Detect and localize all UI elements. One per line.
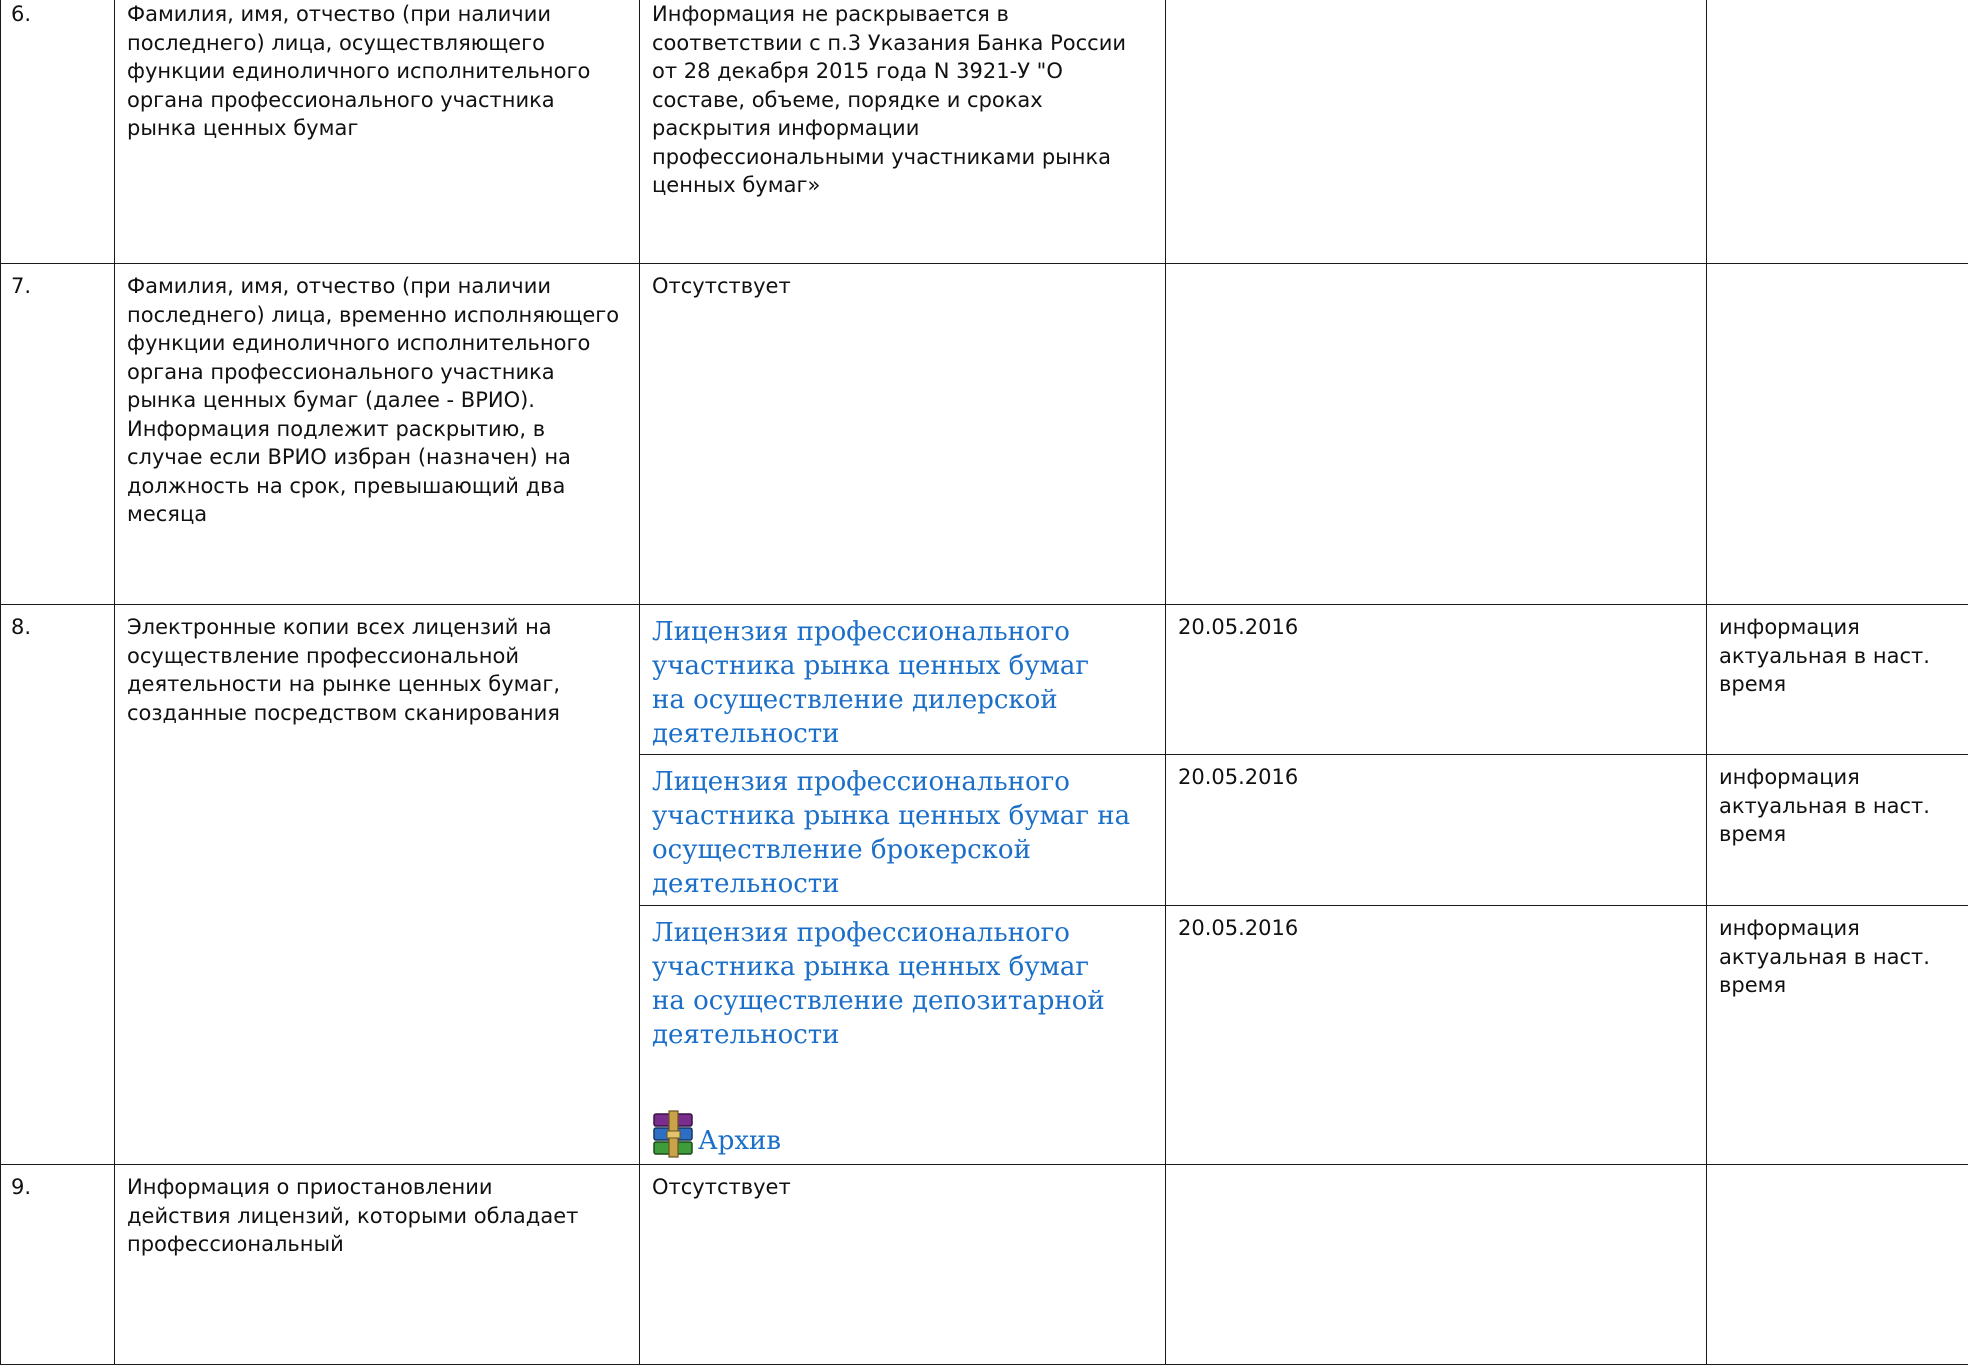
row-number: 7. <box>1 264 115 605</box>
table-row <box>1 1165 1968 1365</box>
table-row <box>1 264 1968 605</box>
license-cell <box>640 605 1166 755</box>
table-row <box>1 605 1968 755</box>
row-description: Фамилия, имя, отчество (при наличии последнего) лица, осуществляющего функции единоличного исполнительного органа профессионального участника рынка ценных бумаг <box>115 0 640 264</box>
row-status <box>1707 1165 1968 1365</box>
license-link[interactable]: Лицензия профессионального участника рынка ценных бумаг на осуществление дилерской деятельности <box>652 617 1089 749</box>
license-link[interactable]: Лицензия профессионального участника рынка ценных бумаг на осуществление брокерской деятельности <box>652 767 1130 899</box>
license-status: информация актуальная в наст. время <box>1707 755 1968 906</box>
row-number: 8. <box>1 605 115 1165</box>
row-description: Электронные копии всех лицензий на осуществление профессиональной деятельности на рынке ценных бумаг, созданные посредством сканирования <box>115 605 640 1165</box>
row-description: Информация о приостановлении действия лицензий, которыми обладает профессиональный <box>115 1165 640 1365</box>
license-date: 20.05.2016 <box>1166 755 1707 906</box>
row-status <box>1707 264 1968 605</box>
row-info: Отсутствует <box>640 1165 1166 1365</box>
row-info: Отсутствует <box>640 264 1166 605</box>
row-number: 6. <box>1 0 115 264</box>
row-date <box>1166 1165 1707 1365</box>
license-status: информация актуальная в наст. время <box>1707 605 1968 755</box>
row-date <box>1166 0 1707 264</box>
archive-download[interactable] <box>652 1110 1125 1158</box>
archive-link[interactable]: Архив <box>698 1124 781 1158</box>
license-date: 20.05.2016 <box>1166 605 1707 755</box>
row-date <box>1166 264 1707 605</box>
winrar-archive-icon <box>652 1110 698 1158</box>
license-date: 20.05.2016 <box>1166 906 1707 1165</box>
row-number: 9. <box>1 1165 115 1365</box>
row-status <box>1707 0 1968 264</box>
row-description: Фамилия, имя, отчество (при наличии последнего) лица, временно исполняющего функции единоличного исполнительного органа профессионального участника рынка ценных бумаг (далее - ВРИО). Информация подлежит раскрытию, в случае если ВРИО избран (назначен) на должность на срок, превышающий два месяца <box>115 264 640 605</box>
license-status: информация актуальная в наст. время <box>1707 906 1968 1165</box>
license-link[interactable]: Лицензия профессионального участника рынка ценных бумаг на осуществление депозитарной деятельности <box>652 918 1105 1050</box>
license-cell <box>640 906 1166 1165</box>
row-info: Информация не раскрывается в соответствии с п.3 Указания Банка России от 28 декабря 2015 года N 3921-У "О составе, объеме, порядке и сроках раскрытия информации профессиональными участниками рынка ценных бумаг» <box>640 0 1166 264</box>
license-cell <box>640 755 1166 906</box>
table-row <box>1 0 1968 264</box>
